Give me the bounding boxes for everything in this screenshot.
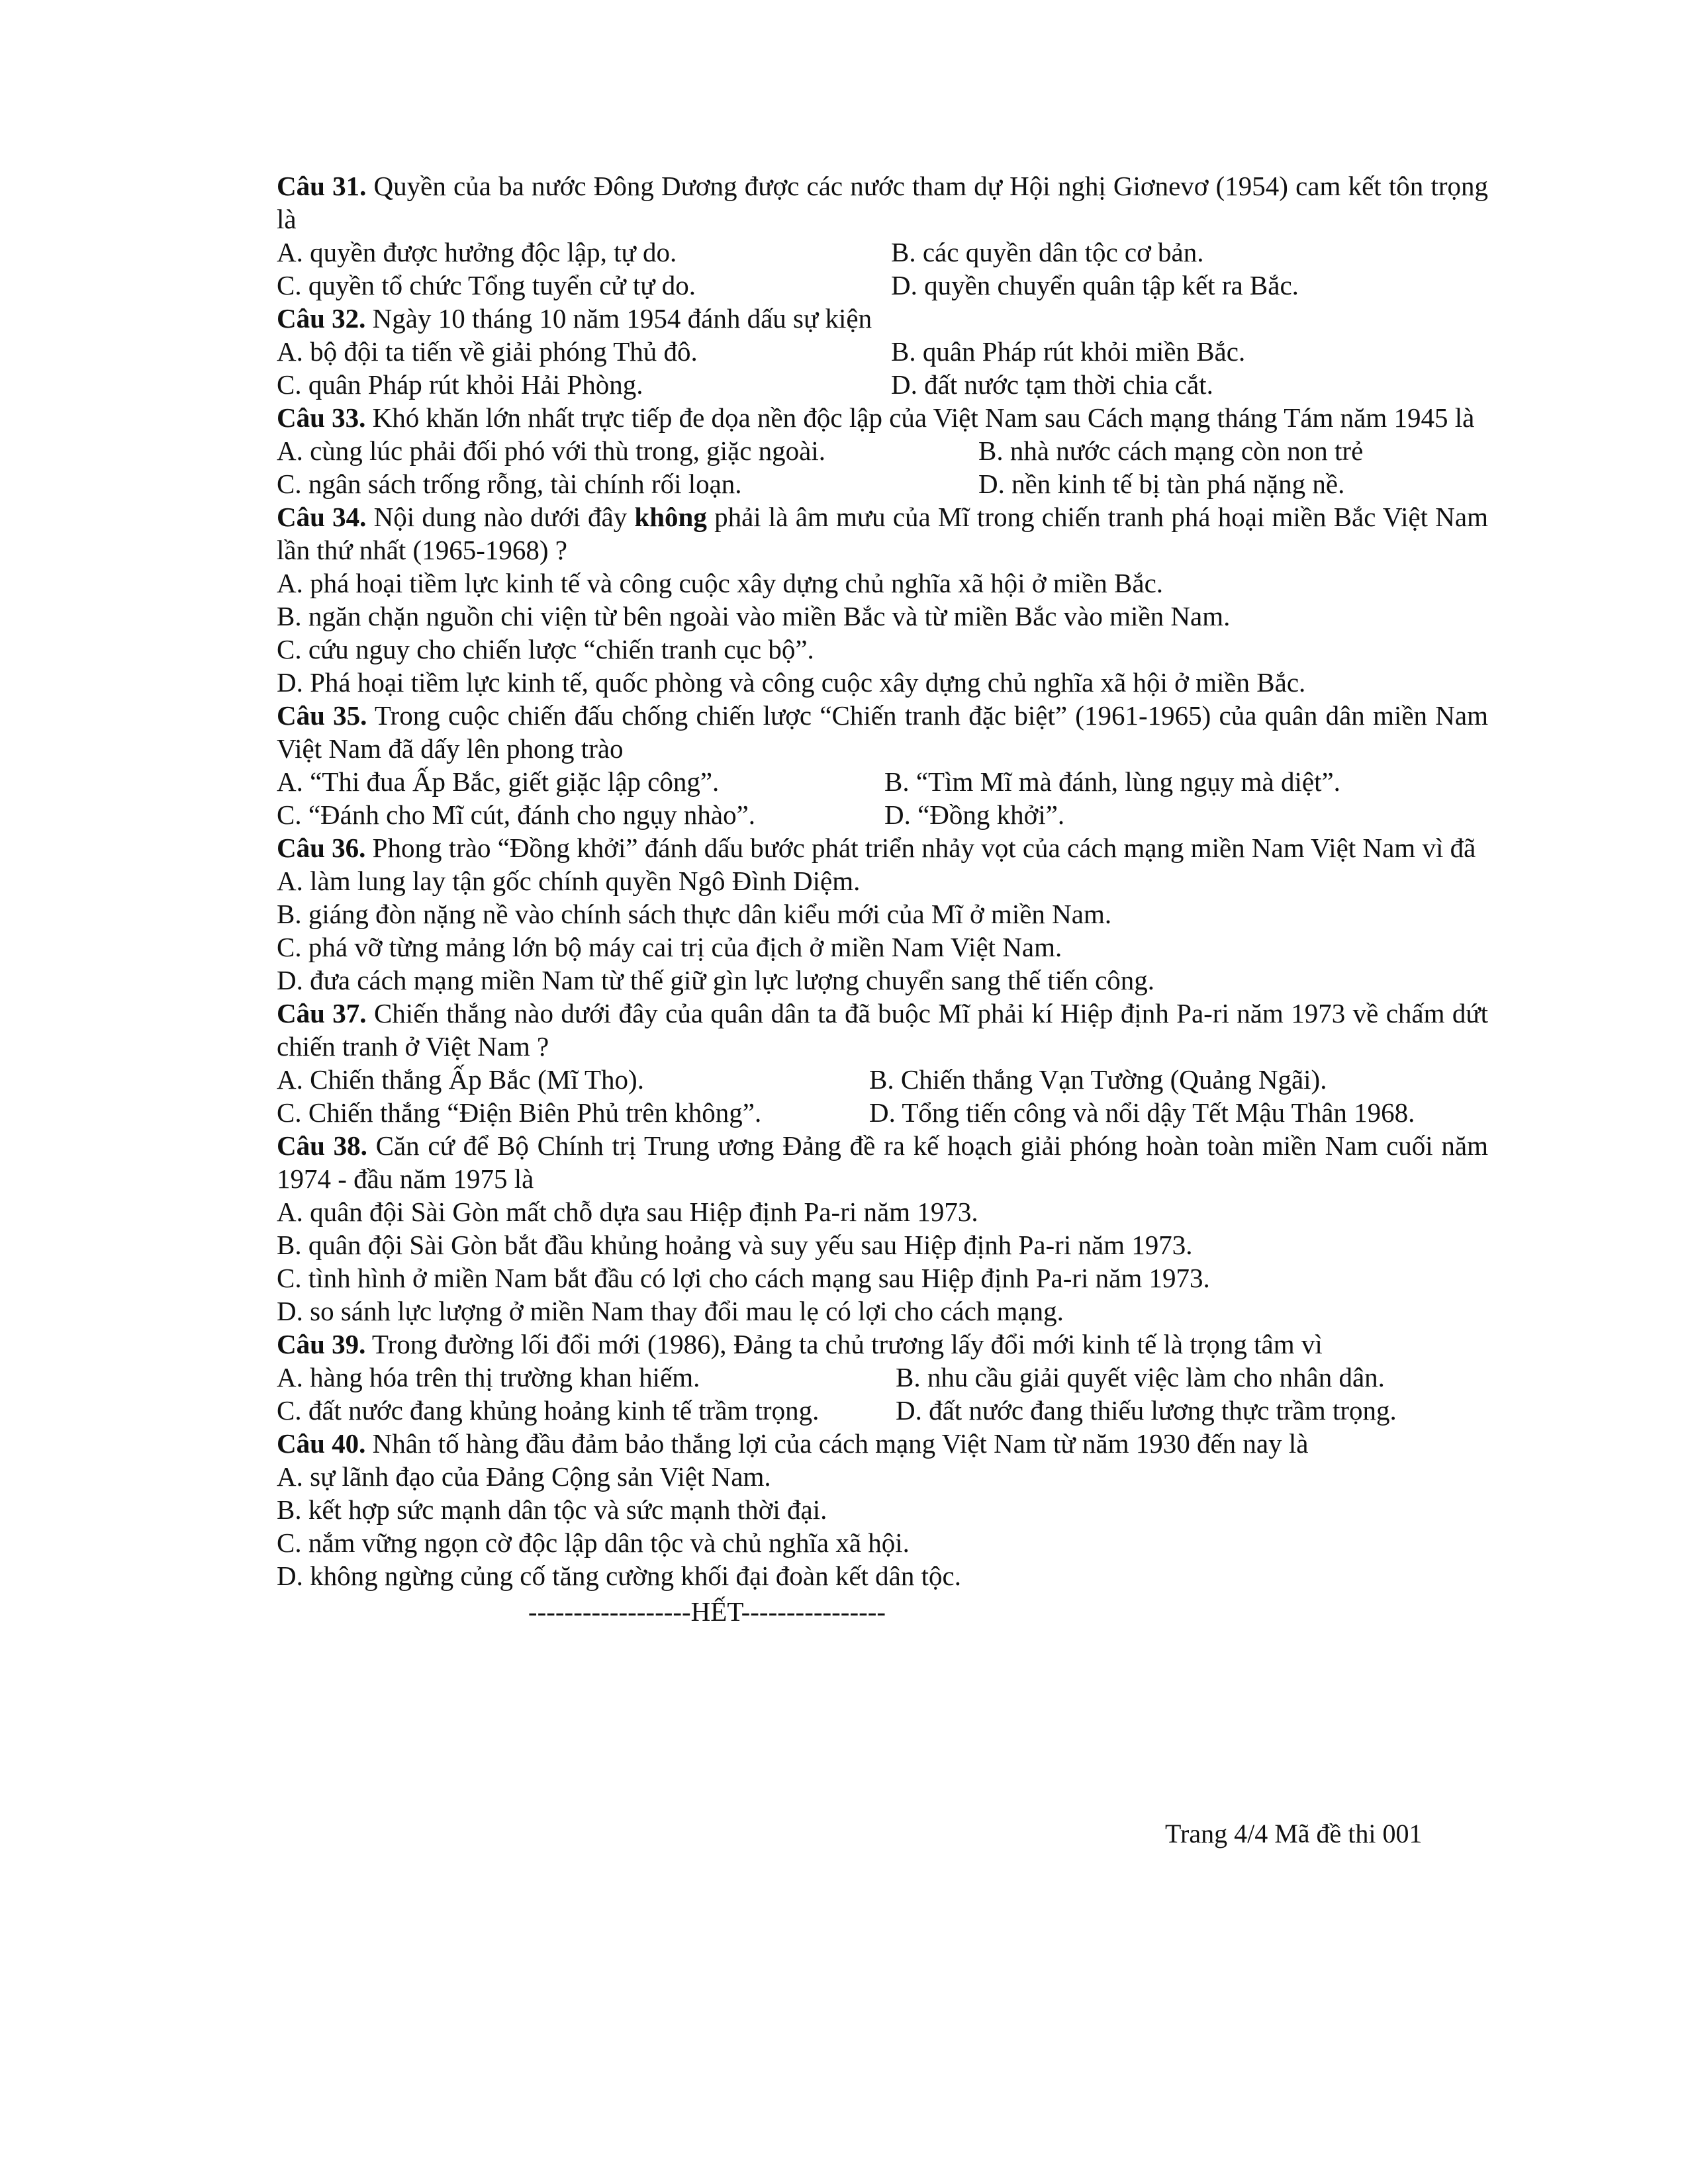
option-b: B. kết hợp sức mạnh dân tộc và sức mạnh thời đại. <box>277 1494 827 1525</box>
option-a: A. Chiến thắng Ấp Bắc (Mĩ Tho). <box>277 1064 644 1095</box>
question-stem <box>277 831 1488 864</box>
option-a: A. cùng lúc phải đối phó với thù trong, giặc ngoài. <box>277 435 826 466</box>
options-row <box>277 335 1488 368</box>
option-a: A. sự lãnh đạo của Đảng Cộng sản Việt Nam. <box>277 1461 771 1492</box>
options-row <box>277 236 1488 269</box>
question-text: Ngày 10 tháng 10 năm 1954 đánh dấu sự kiện <box>365 303 872 334</box>
question-number: Câu 33. <box>277 402 366 433</box>
question-number: Câu 35. <box>277 700 367 731</box>
option-a: A. “Thi đua Ấp Bắc, giết giặc lập công”. <box>277 766 720 797</box>
option-d: D. đưa cách mạng miền Nam từ thế giữ gìn lực lượng chuyển sang thế tiến công. <box>277 965 1155 995</box>
option-c: C. quyền tổ chức Tổng tuyển cử tự do. <box>277 270 696 300</box>
question-number: Câu 37. <box>277 998 367 1028</box>
question-number: Câu 34. <box>277 502 367 532</box>
option-a: A. phá hoại tiềm lực kinh tế và công cuộc xây dựng chủ nghĩa xã hội ở miền Bắc. <box>277 568 1164 598</box>
option-c: C. ngân sách trống rỗng, tài chính rối loạn. <box>277 469 742 499</box>
options-row <box>277 1096 1488 1129</box>
option-d: D. nền kinh tế bị tàn phá nặng nề. <box>978 469 1345 499</box>
question-text: Nội dung nào dưới đây <box>366 502 635 532</box>
option-d: D. “Đồng khởi”. <box>884 799 1065 830</box>
question-39 <box>277 1328 1488 1427</box>
exam-content <box>277 169 1488 1628</box>
question-number: Câu 36. <box>277 833 366 863</box>
option-d: D. đất nước tạm thời chia cắt. <box>891 369 1213 400</box>
option-b: B. quân đội Sài Gòn bắt đầu khủng hoảng và suy yếu sau Hiệp định Pa-ri năm 1973. <box>277 1230 1193 1260</box>
page-footer: Trang 4/4 Mã đề thi 001 <box>1165 1819 1423 1848</box>
option-a: A. hàng hóa trên thị trường khan hiếm. <box>277 1362 700 1392</box>
end-marker: ------------------HẾT---------------- <box>528 1596 886 1627</box>
option-b: B. nhà nước cách mạng còn non trẻ <box>978 435 1364 466</box>
options-row <box>277 368 1488 401</box>
option-c: C. quân Pháp rút khỏi Hải Phòng. <box>277 369 643 400</box>
question-number: Câu 31. <box>277 171 367 201</box>
question-35 <box>277 699 1488 831</box>
option-b: B. nhu cầu giải quyết việc làm cho nhân dân. <box>896 1362 1385 1392</box>
question-stem <box>277 302 1488 335</box>
option-b: B. giáng đòn nặng nề vào chính sách thực dân kiểu mới của Mĩ ở miền Nam. <box>277 899 1112 929</box>
option-b: B. Chiến thắng Vạn Tường (Quảng Ngãi). <box>869 1064 1327 1095</box>
question-stem <box>277 169 1488 236</box>
option-a: A. làm lung lay tận gốc chính quyền Ngô Đình Diệm. <box>277 866 861 896</box>
options-row <box>277 269 1488 302</box>
question-stem <box>277 699 1488 765</box>
options-row <box>277 1063 1488 1096</box>
question-38 <box>277 1129 1488 1328</box>
question-text: Quyền của ba nước Đông Dương được các nước tham dự Hội nghị Giơnevơ (1954) cam kết tôn trọng là <box>277 171 1488 234</box>
question-32 <box>277 302 1488 401</box>
question-34 <box>277 500 1488 699</box>
option-d: D. đất nước đang thiếu lương thực trầm trọng. <box>896 1395 1397 1426</box>
question-text: Trong đường lối đổi mới (1986), Đảng ta chủ trương lấy đổi mới kinh tế là trọng tâm vì <box>365 1329 1323 1359</box>
option-a: A. bộ đội ta tiến về giải phóng Thủ đô. <box>277 336 698 367</box>
option-c: C. phá vỡ từng mảng lớn bộ máy cai trị của địch ở miền Nam Việt Nam. <box>277 932 1062 962</box>
question-text: Trong cuộc chiến đấu chống chiến lược “Chiến tranh đặc biệt” (1961-1965) của quân dân miền Nam Việt Nam đã dấy lên phong trào <box>277 700 1488 764</box>
question-stem <box>277 500 1488 567</box>
question-stem <box>277 1427 1488 1460</box>
question-text: Căn cứ để Bộ Chính trị Trung ương Đảng đề ra kế hoạch giải phóng hoàn toàn miền Nam cuối năm 1974 - đầu năm 1975 là <box>277 1130 1488 1194</box>
option-c: C. cứu nguy cho chiến lược “chiến tranh cục bộ”. <box>277 634 814 664</box>
option-a: A. quân đội Sài Gòn mất chỗ dựa sau Hiệp định Pa-ri năm 1973. <box>277 1197 978 1227</box>
question-number: Câu 32. <box>277 303 366 334</box>
option-d: D. so sánh lực lượng ở miền Nam thay đổi mau lẹ có lợi cho cách mạng. <box>277 1296 1064 1326</box>
option-c: C. “Đánh cho Mĩ cút, đánh cho ngụy nhào”. <box>277 799 756 830</box>
option-c: C. đất nước đang khủng hoảng kinh tế trầm trọng. <box>277 1395 820 1426</box>
options-row <box>277 434 1488 467</box>
question-31 <box>277 169 1488 302</box>
question-40 <box>277 1427 1488 1592</box>
option-d: D. Phá hoại tiềm lực kinh tế, quốc phòng và công cuộc xây dựng chủ nghĩa xã hội ở miền Bắc. <box>277 667 1306 698</box>
question-37 <box>277 997 1488 1129</box>
option-b: B. quân Pháp rút khỏi miền Bắc. <box>891 336 1246 367</box>
question-number: Câu 38. <box>277 1130 367 1161</box>
question-stem <box>277 401 1488 434</box>
option-b: B. ngăn chặn nguồn chi viện từ bên ngoài vào miền Bắc và từ miền Bắc vào miền Nam. <box>277 601 1231 631</box>
options-row <box>277 1394 1488 1427</box>
options-row <box>277 765 1488 798</box>
question-number: Câu 39. <box>277 1329 366 1359</box>
question-36 <box>277 831 1488 997</box>
question-number: Câu 40. <box>277 1428 366 1459</box>
question-text: phải là âm mưu của Mĩ trong chiến tranh phá hoại miền Bắc Việt Nam lần thứ nhất (1965-1968) ? <box>277 502 1488 565</box>
question-text: Nhân tố hàng đầu đảm bảo thắng lợi của cách mạng Việt Nam từ năm 1930 đến nay là <box>365 1428 1309 1459</box>
option-d: D. quyền chuyển quân tập kết ra Bắc. <box>891 270 1299 300</box>
option-b: B. các quyền dân tộc cơ bản. <box>891 237 1204 267</box>
question-text: Phong trào “Đồng khởi” đánh dấu bước phát triển nhảy vọt của cách mạng miền Nam Việt Nam vì đã <box>365 833 1476 863</box>
option-c: C. Chiến thắng “Điện Biên Phủ trên không”. <box>277 1097 762 1128</box>
option-d: D. Tổng tiến công và nổi dậy Tết Mậu Thân 1968. <box>869 1097 1415 1128</box>
option-a: A. quyền được hưởng độc lập, tự do. <box>277 237 677 267</box>
options-row <box>277 1361 1488 1394</box>
option-d: D. không ngừng củng cố tăng cường khối đại đoàn kết dân tộc. <box>277 1561 961 1591</box>
options-row <box>277 467 1488 500</box>
option-b: B. “Tìm Mĩ mà đánh, lùng ngụy mà diệt”. <box>884 766 1340 797</box>
question-text: Khó khăn lớn nhất trực tiếp đe dọa nền độc lập của Việt Nam sau Cách mạng tháng Tám năm 1945 là <box>365 402 1475 433</box>
option-c: C. tình hình ở miền Nam bắt đầu có lợi cho cách mạng sau Hiệp định Pa-ri năm 1973. <box>277 1263 1210 1293</box>
question-stem <box>277 1129 1488 1195</box>
question-stem <box>277 997 1488 1063</box>
options-row <box>277 798 1488 831</box>
question-text: Chiến thắng nào dưới đây của quân dân ta đã buộc Mĩ phải kí Hiệp định Pa-ri năm 1973 về chấm dứt chiến tranh ở Việt Nam ? <box>277 998 1488 1062</box>
question-33 <box>277 401 1488 500</box>
question-stem <box>277 1328 1488 1361</box>
question-keyword: không <box>634 502 707 532</box>
option-c: C. nắm vững ngọn cờ độc lập dân tộc và chủ nghĩa xã hội. <box>277 1527 910 1558</box>
